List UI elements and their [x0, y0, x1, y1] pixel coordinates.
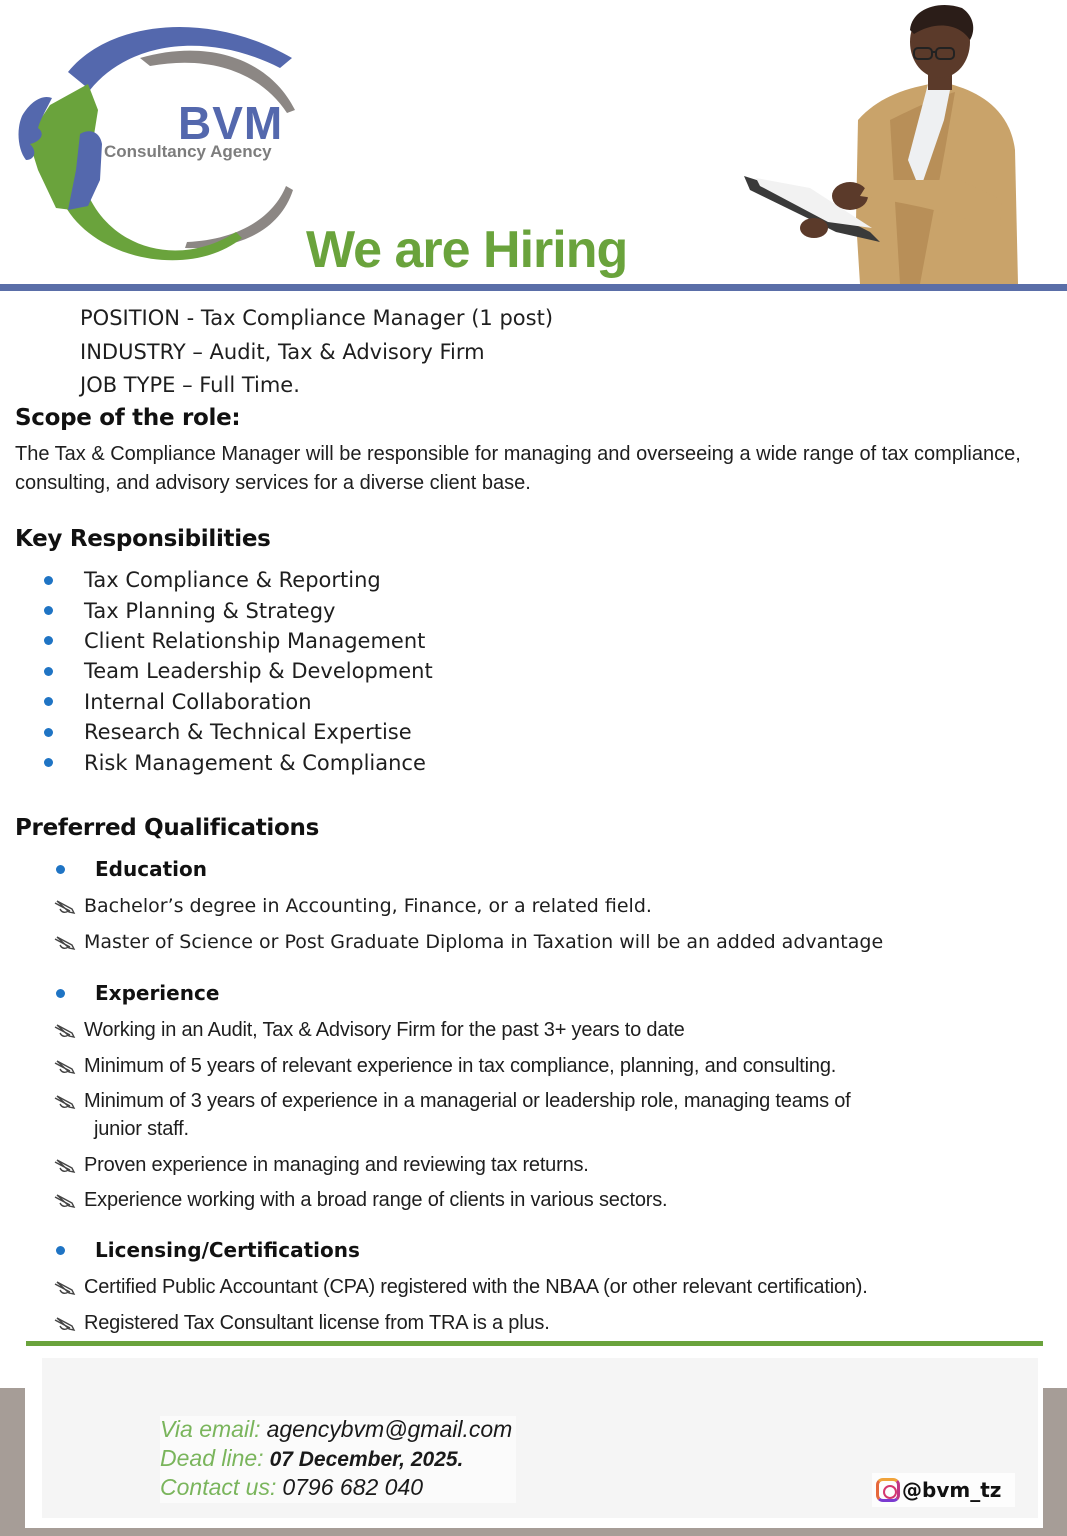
- instagram-handle: @bvm_tz: [902, 1478, 1002, 1502]
- writing-hand-icon: [54, 1024, 76, 1038]
- bullet-icon: [44, 667, 53, 676]
- deadline-row: [160, 1445, 516, 1474]
- list-item: Minimum of 5 years of relevant experience in tax compliance, planning, and consulting.: [54, 1052, 851, 1080]
- qualifications-heading: Preferred Qualifications: [15, 815, 319, 841]
- education-heading: Education: [56, 857, 207, 881]
- bullet-icon: [44, 636, 53, 645]
- instagram-link[interactable]: [872, 1473, 1015, 1507]
- list-item: Certified Public Accountant (CPA) registered with the NBAA (or other relevant certification).: [54, 1273, 868, 1301]
- list-item: Research & Technical Expertise: [44, 717, 433, 747]
- scope-heading: Scope of the role:: [15, 405, 241, 431]
- brand-name: BVM: [178, 97, 284, 149]
- experience-heading: Experience: [56, 981, 219, 1005]
- brand-subtitle: Consultancy Agency: [104, 142, 272, 161]
- licensing-list: [54, 1273, 868, 1344]
- writing-hand-icon: [54, 1317, 76, 1331]
- email-row: [160, 1416, 516, 1445]
- instagram-icon: [876, 1478, 900, 1502]
- list-item: Team Leadership & Development: [44, 656, 433, 686]
- phone-link[interactable]: 0796 682 040: [282, 1474, 424, 1500]
- licensing-heading: Licensing/Certifications: [56, 1238, 360, 1262]
- list-item: Proven experience in managing and reviewing tax returns.: [54, 1151, 851, 1179]
- bullet-icon: [44, 697, 53, 706]
- list-item: Minimum of 3 years of experience in a managerial or leadership role, managing teams of junior staff.: [54, 1087, 851, 1143]
- list-item: Working in an Audit, Tax & Advisory Firm for the past 3+ years to date: [54, 1016, 851, 1044]
- footer-divider: [26, 1341, 1043, 1346]
- education-list: [54, 892, 883, 963]
- bullet-icon: [44, 728, 53, 737]
- list-item: Internal Collaboration: [44, 687, 433, 717]
- bullet-icon: [56, 1246, 65, 1255]
- list-item: Experience working with a broad range of clients in various sectors.: [54, 1186, 851, 1214]
- hiring-headline: We are Hiring: [306, 221, 628, 279]
- phone-row: [160, 1474, 516, 1503]
- bullet-icon: [44, 576, 53, 585]
- list-item: Registered Tax Consultant license from TRA is a plus.: [54, 1309, 868, 1337]
- deadline-value: 07 December, 2025.: [269, 1448, 464, 1471]
- deadline-label: Dead line:: [160, 1445, 264, 1471]
- email-link[interactable]: agencybvm@gmail.com: [266, 1416, 513, 1442]
- list-item: Tax Compliance & Reporting: [44, 565, 433, 595]
- header-photo: [740, 0, 1040, 284]
- bullet-icon: [44, 606, 53, 615]
- writing-hand-icon: [54, 1281, 76, 1295]
- list-item: Client Relationship Management: [44, 626, 433, 656]
- scope-text: The Tax & Compliance Manager will be responsible for managing and overseeing a wide range of tax compliance, consulting, and advisory services for a diverse client base.: [15, 443, 1021, 494]
- writing-hand-icon: [54, 1194, 76, 1208]
- writing-hand-icon: [54, 1060, 76, 1074]
- writing-hand-icon: [54, 1159, 76, 1173]
- header-divider: [0, 284, 1067, 291]
- responsibilities-heading: Key Responsibilities: [15, 526, 271, 552]
- phone-label: Contact us:: [160, 1474, 277, 1500]
- job-type: JOB TYPE – Full Time.: [80, 373, 300, 397]
- job-position: POSITION - Tax Compliance Manager (1 post): [80, 306, 554, 330]
- list-item: Risk Management & Compliance: [44, 747, 433, 777]
- writing-hand-icon: [54, 1095, 76, 1109]
- writing-hand-icon: [54, 900, 76, 914]
- header: [0, 0, 1067, 292]
- bullet-icon: [44, 758, 53, 767]
- experience-list: [54, 1016, 851, 1222]
- man-reading-clipboard-illustration: [740, 0, 1040, 284]
- responsibilities-list: [44, 565, 433, 778]
- bullet-icon: [56, 989, 65, 998]
- job-meta: [80, 302, 553, 403]
- list-item: Tax Planning & Strategy: [44, 595, 433, 625]
- job-industry: INDUSTRY – Audit, Tax & Advisory Firm: [80, 339, 485, 364]
- writing-hand-icon: [54, 936, 76, 950]
- bullet-icon: [56, 865, 65, 874]
- list-item: Bachelor’s degree in Accounting, Finance, or a related field.: [54, 892, 883, 920]
- list-item: Master of Science or Post Graduate Diploma in Taxation will be an added advantage: [54, 928, 883, 956]
- contact-details: [160, 1416, 516, 1503]
- email-label: Via email:: [160, 1416, 261, 1442]
